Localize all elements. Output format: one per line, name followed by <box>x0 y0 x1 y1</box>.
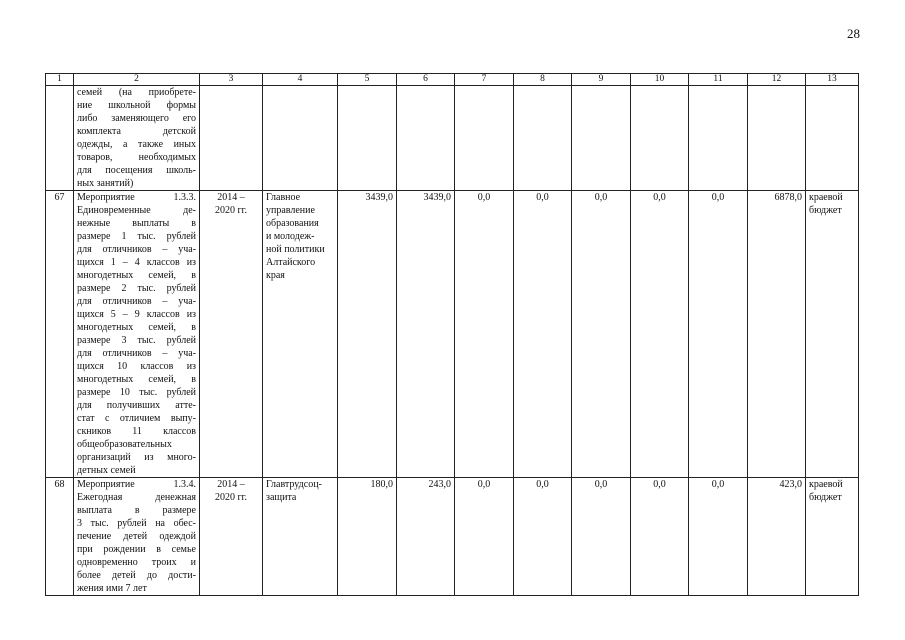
cell-measure <box>74 191 200 478</box>
period-line: 2020 гг. <box>214 492 248 503</box>
measure-text-line: многодетных семей, в <box>77 270 196 281</box>
measure-text-line: щихся 5 – 9 классов из <box>77 309 196 320</box>
cell-c6: 243,0 <box>397 478 455 596</box>
cell-c8: 0,0 <box>514 191 572 478</box>
header-col-5: 5 <box>338 74 397 86</box>
executor-line: и молодеж- <box>266 231 315 242</box>
cell-period <box>200 478 263 596</box>
measure-text-line: размере 3 тыс. рублей <box>77 335 196 346</box>
continuation-row <box>46 86 859 191</box>
cell-measure <box>74 478 200 596</box>
measure-text-line: жения ими 7 лет <box>77 583 147 594</box>
page-number: 28 <box>847 26 860 41</box>
header-col-11: 11 <box>689 74 748 86</box>
header-col-8: 8 <box>514 74 572 86</box>
cell-c9: 0,0 <box>572 191 631 478</box>
measure-text-line: общеобразовательных <box>77 439 172 450</box>
executor-line: ной политики <box>266 244 325 255</box>
executor-line: защита <box>266 492 297 503</box>
source-line: бюджет <box>809 205 842 216</box>
measure-text-line: 3 тыс. рублей на обес- <box>77 518 196 529</box>
executor-line: управление <box>266 205 315 216</box>
header-col-7: 7 <box>455 74 514 86</box>
header-col-13: 13 <box>806 74 859 86</box>
measure-text-line: размере 1 тыс. рублей <box>77 231 196 242</box>
header-col-1: 1 <box>46 74 74 86</box>
cell-row-number: 67 <box>46 191 74 478</box>
measure-text-line: для отличников – уча- <box>77 296 196 307</box>
measure-text-line: для посещения школь- <box>77 165 196 176</box>
executor-line: края <box>266 270 285 281</box>
cell-funding-source <box>806 191 859 478</box>
header-col-6: 6 <box>397 74 455 86</box>
measure-text-line: скников 11 классов <box>77 426 196 437</box>
cell-c7: 0,0 <box>455 191 514 478</box>
header-col-4: 4 <box>263 74 338 86</box>
header-col-3: 3 <box>200 74 263 86</box>
measure-text-line: ных занятий) <box>77 178 134 189</box>
measure-text-line: Единовременные де- <box>77 205 196 216</box>
measure-text-line: печение детей одеждой <box>77 531 196 542</box>
measure-text-line: для отличников – уча- <box>77 348 196 359</box>
source-line: краевой <box>809 192 843 203</box>
measure-text-line: размере 2 тыс. рублей <box>77 283 196 294</box>
cell-num <box>46 86 74 191</box>
period-line: 2014 – <box>217 192 245 203</box>
header-row <box>46 74 859 86</box>
period-line: 2020 гг. <box>214 205 248 216</box>
cell-executor <box>263 478 338 596</box>
measure-text-line: для отличников – уча- <box>77 244 196 255</box>
measure-text-line: многодетных семей, в <box>77 322 196 333</box>
measure-text-line: размере 10 тыс. рублей <box>77 387 196 398</box>
cell-c12: 6878,0 <box>748 191 806 478</box>
measure-text-line: Мероприятие 1.3.3. <box>77 192 196 203</box>
table-row <box>46 191 859 478</box>
cell-c6: 3439,0 <box>397 191 455 478</box>
cell-row-number: 68 <box>46 478 74 596</box>
cell-c10: 0,0 <box>631 478 689 596</box>
measures-table <box>45 73 859 596</box>
executor-line: Алтайского <box>266 257 316 268</box>
measure-text-line: детных семей <box>77 465 136 476</box>
measure-text-line: либо заменяющего его <box>77 113 196 124</box>
source-line: краевой <box>809 479 843 490</box>
executor-line: Главное <box>266 192 301 203</box>
measure-text-line: более детей до дости- <box>77 570 196 581</box>
cell-c5: 3439,0 <box>338 191 397 478</box>
header-col-9: 9 <box>572 74 631 86</box>
cell-c8: 0,0 <box>514 478 572 596</box>
cell-c12: 423,0 <box>748 478 806 596</box>
cell-c11: 0,0 <box>689 191 748 478</box>
measure-text-line: щихся 10 классов из <box>77 361 196 372</box>
header-col-10: 10 <box>631 74 689 86</box>
period-line: 2014 – <box>217 479 245 490</box>
cell-c10: 0,0 <box>631 191 689 478</box>
cell-executor <box>263 191 338 478</box>
measure-text-line: комплекта детской <box>77 126 196 137</box>
executor-line: образования <box>266 218 319 229</box>
measure-text-line: семей (на приобрете- <box>77 87 196 98</box>
measure-text-line: одновременно троих и <box>77 557 196 568</box>
measure-text-line: нежные выплаты в <box>77 218 196 229</box>
measure-text-line: выплата в размере <box>77 505 196 516</box>
measure-text-line: для получивших атте- <box>77 400 196 411</box>
measure-text-line: стат с отличием выпу- <box>77 413 196 424</box>
measure-text-line: Мероприятие 1.3.4. <box>77 479 196 490</box>
header-col-2: 2 <box>74 74 200 86</box>
cell-c9: 0,0 <box>572 478 631 596</box>
source-line: бюджет <box>809 492 842 503</box>
table-row <box>46 478 859 596</box>
cell-c5: 180,0 <box>338 478 397 596</box>
header-col-12: 12 <box>748 74 806 86</box>
cell-period <box>200 191 263 478</box>
cell-c11: 0,0 <box>689 478 748 596</box>
measure-text-line: ние школьной формы <box>77 100 196 111</box>
measure-text-line: одежды, а также иных <box>77 139 196 150</box>
cell-c7: 0,0 <box>455 478 514 596</box>
executor-line: Главтрудсоц- <box>266 479 322 490</box>
measure-text-line: Ежегодная денежная <box>77 492 196 503</box>
measure-text-line: многодетных семей, в <box>77 374 196 385</box>
measure-text-line: товаров, необходимых <box>77 152 196 163</box>
measure-text-line: организаций из много- <box>77 452 196 463</box>
cell-measure-continuation <box>74 86 200 191</box>
measure-text-line: при рождении в семье <box>77 544 196 555</box>
measure-text-line: щихся 1 – 4 классов из <box>77 257 196 268</box>
cell-funding-source <box>806 478 859 596</box>
